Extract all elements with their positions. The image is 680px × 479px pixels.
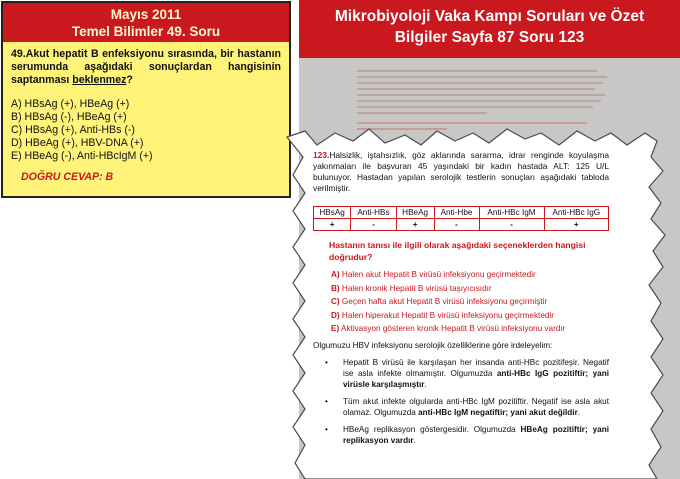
panel-title-line2: Bilgiler Sayfa 87 Soru 123	[394, 29, 585, 46]
bullet-icon: •	[325, 396, 328, 406]
question-keyword: beklenmez	[72, 74, 127, 86]
option-e: E) HBeAg (-), Anti-HBcIgM (+)	[11, 150, 153, 162]
question-card	[1, 1, 291, 198]
option-b: B) HBsAg (-), HBeAg (+)	[11, 111, 127, 123]
option-d: D) HBeAg (+), HBV-DNA (+)	[11, 137, 144, 149]
serology-table	[313, 206, 609, 231]
case-content	[313, 150, 609, 452]
option-c: C) HBsAg (+), Anti-HBs (-)	[11, 124, 135, 136]
table-header: Anti-Hbe	[434, 207, 479, 219]
table-header: Anti-HBs	[351, 207, 397, 219]
serology-value-row	[314, 219, 609, 231]
choice-e: E) Aktivasyon gösteren kronik Hepatit B virüsü infeksiyonu vardır	[331, 324, 566, 334]
table-cell: +	[544, 219, 608, 231]
serology-header-row	[314, 207, 609, 219]
choice-a: A) Halen akut Hepatit B virüsü infeksiyonu geçirmektedir	[331, 270, 536, 279]
question-text: 49.Akut hepatit B enfeksiyonu sırasında, bir hastanın serumunda aşağıdaki sonuçlardan hangisinin saptanması beklenmez?	[11, 48, 281, 86]
answer-options	[11, 98, 281, 163]
table-cell: -	[479, 219, 544, 231]
explanation-bullets	[325, 357, 609, 446]
correct-answer: DOĞRU CEVAP: B	[21, 171, 114, 183]
choice-d: D) Halen hiperakut Hepatit B virüsü infeksiyonu geçirmektedir	[331, 310, 554, 320]
table-cell: -	[351, 219, 397, 231]
case-question: Hastanın tanısı ile ilgili olarak aşağıdaki seçeneklerden hangisi doğrudur?	[329, 240, 586, 262]
choice-c: C) Geçen hafta akut Hepatit B virüsü infeksiyonu geçirmiştir	[331, 297, 548, 307]
list-item: • HBeAg replikasyon göstergesidir. Olgumuzda HBeAg pozitiftir; yani replikasyon vardır.	[325, 424, 609, 445]
table-header: Anti-HBc IgG	[544, 207, 608, 219]
table-cell: +	[396, 219, 434, 231]
list-item: • Hepatit B virüsü ile karşılaşan her insanda anti-HBc pozitifeşir. Negatif ise asla infekte olmamıştır. Olgumuzda anti-HBc IgG pozitiftir; yani virüsle karşılaşmıştır.	[325, 357, 609, 389]
choice-b: B) Halen kronik Hepatit B virüsü taşıyıcısıdır	[331, 283, 492, 293]
question-card-header	[3, 3, 289, 42]
table-header: HBeAg	[396, 207, 434, 219]
bullet-icon: •	[325, 357, 328, 367]
exam-question-number: Temel Bilimler 49. Soru	[71, 24, 221, 39]
case-choices	[331, 268, 609, 336]
exam-date: Mayıs 2011	[110, 7, 182, 22]
option-a: A) HBsAg (+), HBeAg (+)	[11, 98, 130, 110]
explanation-intro: Olgumuzu HBV infeksiyonu serolojik özelliklerine göre irdeleyelim:	[313, 340, 553, 350]
case-number: 123.	[313, 150, 330, 160]
case-text: 123.Halsizlik, iştahsızlık, göz aklarında sararma, idrar renginde koyulaşma yakınmaları ile başvuran 45 yaşındaki bir kadın hastada ALT: 125 U/L bulunuyor. Hastadan yapılan serolojik testlerin sonuçları aşağıdaki tabloda verilmiştir.	[313, 150, 609, 193]
table-header: HBsAg	[314, 207, 351, 219]
list-item: • Tüm akut infekte olgularda anti-HBc IgM pozitiftir. Negatif ise asla akut olamaz. Olgumuzda anti-HBc IgM negatiftir; yani akut değildir.	[325, 396, 609, 417]
table-cell: +	[314, 219, 351, 231]
table-cell: -	[434, 219, 479, 231]
table-header: Anti-HBc IgM	[479, 207, 544, 219]
panel-title	[299, 0, 680, 58]
panel-title-line1: Mikrobiyoloji Vaka Kampı Soruları ve Özet	[334, 8, 645, 25]
bullet-icon: •	[325, 424, 328, 434]
